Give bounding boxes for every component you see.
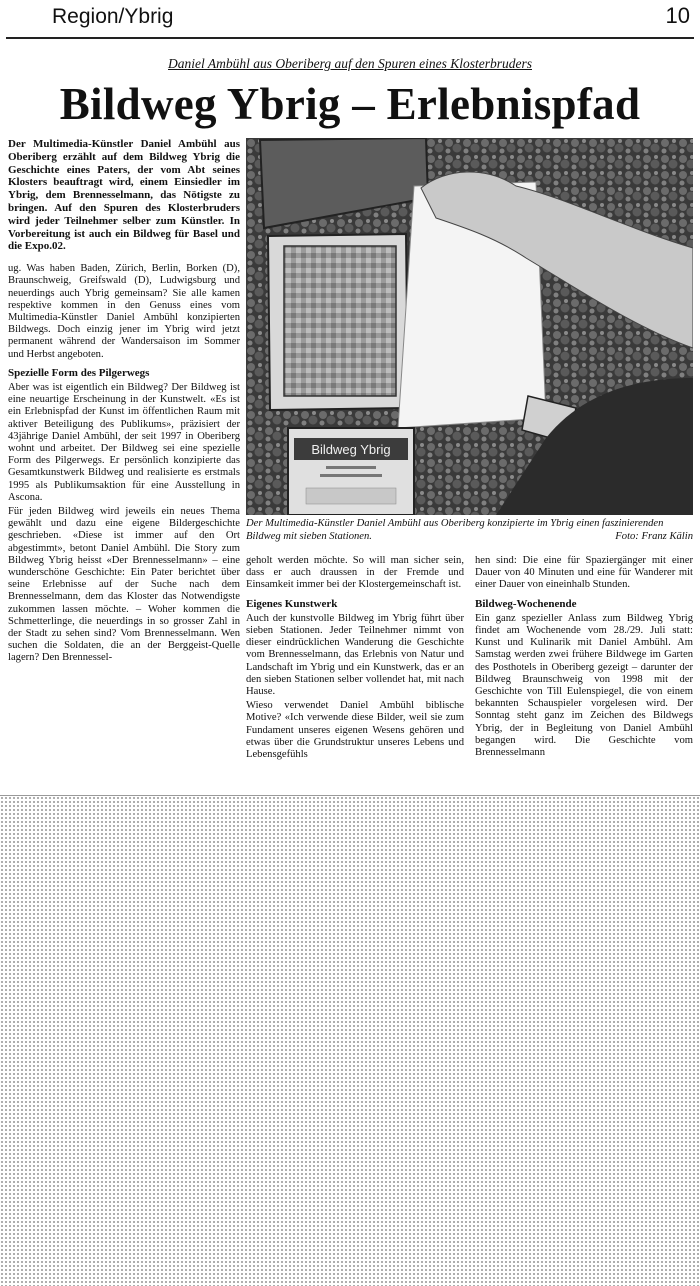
header-rule <box>6 37 694 39</box>
page-number: 10 <box>665 3 690 28</box>
kicker-text: Daniel Ambühl aus Oberiberg auf den Spuren eines Klosterbruders <box>168 56 532 71</box>
paragraph: Aber was ist eigentlich ein Bildweg? Der Bildweg ist eine neuartige Erscheinung in der Kunstwelt. «Es ist ein Erlebnispfad der Kunst im öffentlichen Raum mit aktiver Beteiligung des Publikums», präzisiert der 43jährige Daniel Ambühl, der seit 1997 in Oberiberg wohnt und arbeitet. Der Bildweg sei eine spezielle Form des Pilgerwegs. Er persönlich konzipierte das Gesamtkunstwerk Bildweg und realisierte es erstmals 1995 als Publikumsaktion für eine Ausstellung in Ascona. <box>8 382 240 503</box>
subheading: Eigenes Kunstwerk <box>246 597 338 610</box>
subheading: Bildweg-Wochenende <box>475 597 577 610</box>
page-header <box>0 0 700 38</box>
photo-illustration <box>246 138 693 515</box>
paragraph: Für jeden Bildweg wird jeweils ein neues Thema gewählt und dazu eine eigene Bildergeschichte geschrieben. «Diese ist immer auf den Ort abgestimmt», betont Daniel Ambühl. Die Story zum Bildweg Ybrig heisst «Der Brennesselmann» – eine wunderschöne Geschichte: Ein Pater berichtet über seine Erlebnisse auf der Suche nach dem Brennesselmann, dem das Kloster das Notwendigste zukommen lassen möchte. – Woher kommen die Schmetterlinge, die neuerdings in so grosser Zahl in der Stadt zu sehen sind? Vom Brennesselmann. Wen suchen die Soldaten, die an der Berggeist-Quelle lagern? Den Brennessel- <box>8 506 240 664</box>
paragraph: Ein ganz spezieller Anlass zum Bildweg Ybrig findet am Wochenende vom 28./29. Juli statt: Kunst und Kulinarik mit Daniel Ambühl. Am Samstag werden zwei frühere Bildwege im Garten des Posthotels in Oberiberg gezeigt – darunter der Bildweg Braunschweig von 1998 mit der Geschichte von Till Eulenspiegel, die von einem bekannten Schauspieler vorgelesen wird. Der Sonntag steht ganz im Zeichen des Bildwegs Ybrig, der in Begleitung von Daniel Ambühl begangen wird. Die Geschichte vom Brennesselmann <box>475 612 693 759</box>
paragraph: Auch der kunstvolle Bildweg im Ybrig führt über sieben Stationen. Jeder Teilnehmer nimmt von dieser eindrücklichen Wanderung die Geschichte vom Brennesselmann, das Erlebnis von Natur und Landschaft im Ybrig und ein Kunstwerk, das er an den sieben Stationen selber vollendet hat, mit nach Hause. <box>246 612 464 698</box>
article-lead: Der Multimedia-Künstler Daniel Ambühl aus Oberiberg erzählt auf dem Bildweg Ybrig die Geschichte eines Paters, der vom Abt seines Klosters beauftragt wird, einem Einsiedler im Ybrig, dem Brennesselmann, das Nötigste zu bringen. Auf den Spuren des Klosterbruders wird jeder Teilnehmer selber zum Künstler. In Vorbereitung ist auch ein Bildweg für Basel und die Expo.02. <box>8 138 240 253</box>
photo-sign-text: Bildweg Ybrig <box>311 442 391 457</box>
paragraph: ug. Was haben Baden, Zürich, Berlin, Borken (D), Braunschweig, Greifswald (D), Ludwigsburg und neuerdings auch Ybrig gemeinsam? Sie alle kamen respektive kommen in den Genuss eines vom Multimedia-Künstler Daniel Ambühl konzipierten Bildwegs. Doch einzig jener im Ybrig wird jetzt permanent während der Wandersaison im Sommer und Herbst angeboten. <box>8 263 240 360</box>
paragraph: Wieso verwendet Daniel Ambühl biblische Motive? «Ich verwende diese Bilder, weil sie zum Fundament unseres eigenen Wesens gehören und etwas über die Grundstruktur unseres Lebens und Lebensgefühls <box>246 700 464 761</box>
paragraph: geholt werden möchte. So will man sicher sein, dass er auch draussen in der Fremde und Einsamkeit immer bei der Klostergemeinschaft ist. <box>246 555 464 591</box>
section-title: Region/Ybrig <box>52 5 174 28</box>
article-column-2 <box>246 555 464 795</box>
subheading: Spezielle Form des Pilgerwegs <box>8 366 150 379</box>
blank-dotted-area <box>0 796 700 1286</box>
article-column-3 <box>475 555 693 795</box>
photo-caption <box>246 518 693 543</box>
paragraph: hen sind: Die eine für Spaziergänger mit einer Dauer von 40 Minuten und eine für Wanderer mit einer Dauer von eineinhalb Stunden. <box>475 555 693 591</box>
article-headline: Bildweg Ybrig – Erlebnispfad <box>59 79 641 129</box>
caption-text: Der Multimedia-Künstler Daniel Ambühl aus Oberiberg konzipierte im Ybrig einen faszinierenden Bildweg mit sieben Stationen. <box>246 518 664 542</box>
article-kicker <box>0 56 700 72</box>
article-photo <box>246 138 693 515</box>
article-column-1 <box>8 138 240 795</box>
photo-credit: Foto: Franz Kälin <box>615 530 693 542</box>
